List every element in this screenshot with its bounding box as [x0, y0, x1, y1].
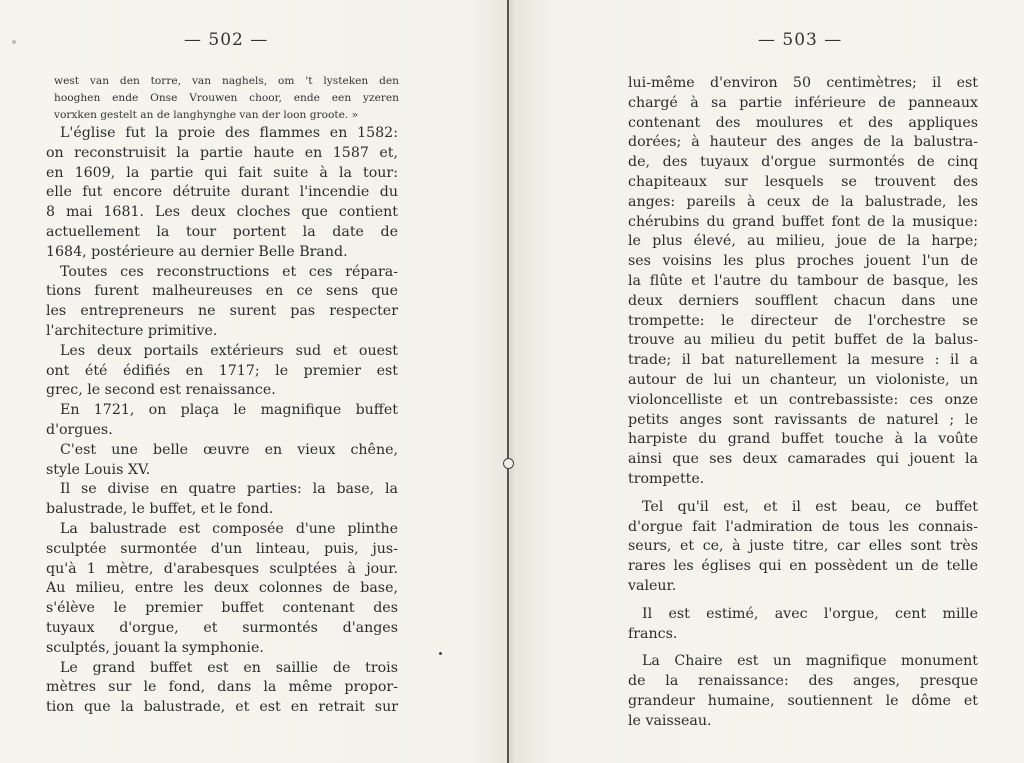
- page-number-502: — 502 —: [184, 30, 269, 50]
- text-line: ont été édifiés en 1717; le premier est: [46, 362, 398, 379]
- text-line: chapiteaux sur lesquels se trouvent des: [628, 173, 978, 190]
- paragraph: [46, 480, 398, 520]
- text-line: mètres sur le fond, dans la même propor-: [46, 679, 398, 696]
- text-line: chargé à sa partie inférieure de panneaux: [628, 94, 978, 111]
- paragraph: [46, 441, 398, 481]
- text-line: d'orgue fait l'admiration de tous les connais-: [628, 518, 978, 535]
- text-line: tions furent malheureuses en ce sens que: [46, 283, 398, 300]
- text-line: harpiste du grand buffet touche à la voûte: [628, 431, 978, 448]
- flemish-quote: [54, 73, 399, 124]
- text-line: Le grand buffet est en saillie de trois: [60, 659, 398, 676]
- paragraph: [628, 652, 978, 731]
- text-line: trouve au milieu du petit buffet de la balus-: [628, 332, 978, 349]
- text-line: ses voisins les plus proches jouent l'un de: [628, 253, 978, 270]
- text-line: balustrade, le buffet, et le fond.: [46, 501, 274, 518]
- text-line: violoncelliste et un contrebassiste: ces onze: [628, 391, 978, 408]
- left-page: [46, 0, 398, 763]
- text-line: actuellement la tour portent la date de: [46, 223, 398, 240]
- paper-speck: [12, 40, 16, 44]
- paragraph: [628, 498, 978, 597]
- paragraph-gap: [628, 490, 978, 498]
- text-line: ainsi que ses deux camarades qui jouent la: [628, 451, 978, 468]
- text-line: grec, le second est renaissance.: [46, 382, 276, 399]
- text-line: le plus élevé, au milieu, joue de la harpe;: [628, 233, 978, 250]
- text-line: deux derniers soufflent chacun dans une: [628, 292, 978, 309]
- text-line: contenant des moulures et des appliques: [628, 114, 978, 131]
- text-line: anges: pareils à ceux de la balustrade, les: [628, 193, 978, 210]
- text-line: trade; il bat naturellement la mesure : il a: [628, 352, 978, 369]
- binding-mark: [503, 458, 514, 469]
- quote-line: west van den torre, van naghels, om 't lysteken den: [54, 75, 399, 87]
- text-line: de la renaissance: des anges, presque: [628, 673, 978, 690]
- paragraph: [46, 401, 398, 441]
- left-body-text: [46, 124, 398, 718]
- text-line: on reconstruisit la partie haute en 1587 et,: [46, 144, 398, 161]
- paragraph-gap: [628, 597, 978, 605]
- text-line: seurs, et ce, à juste titre, car elles sont très: [628, 538, 978, 555]
- ink-dot: [439, 652, 442, 655]
- text-line: La Chaire est un magnifique monument: [642, 653, 978, 670]
- paragraph: [46, 124, 398, 263]
- text-line: la flûte et l'autre du tambour de basque, les: [628, 272, 978, 289]
- paragraph: [628, 605, 978, 645]
- right-body-text: [628, 74, 978, 732]
- text-line: Il est estimé, avec l'orgue, cent mille: [642, 605, 978, 622]
- text-line: sculptés, jouant la symphonie.: [46, 639, 264, 656]
- paragraph: [46, 520, 398, 659]
- text-line: trompette: le directeur de l'orchestre se: [628, 312, 978, 329]
- book-gutter: [507, 0, 509, 763]
- text-line: tion que la balustrade, et est en retrait sur: [46, 699, 398, 716]
- text-line: Toutes ces reconstructions et ces répara-: [60, 263, 398, 280]
- paragraph-gap: [628, 644, 978, 652]
- right-page: [628, 0, 978, 763]
- paragraph: [46, 342, 398, 401]
- text-line: rares les églises qui en possèdent un de telle: [628, 558, 978, 575]
- text-line: Au milieu, entre les deux colonnes de base,: [46, 580, 398, 597]
- page-number-503: — 503 —: [758, 30, 843, 50]
- text-line: en 1609, la partie qui fait suite à la tour:: [46, 164, 398, 181]
- text-line: tuyaux d'orgue, et surmontés d'anges: [46, 619, 398, 636]
- text-line: Il se divise en quatre parties: la base, la: [60, 481, 398, 498]
- quote-line: hooghen ende Onse Vrouwen choor, ende een yzeren: [54, 92, 399, 104]
- text-line: La balustrade est composée d'une plinthe: [60, 520, 398, 537]
- text-line: Tel qu'il est, et il est beau, ce buffet: [642, 498, 978, 515]
- text-line: autour de lui un chanteur, un violoniste, un: [628, 371, 978, 388]
- text-line: elle fut encore détruite durant l'incendie du: [46, 184, 398, 201]
- text-line: de, des tuyaux d'orgue surmontés de cinq: [628, 154, 978, 171]
- text-line: chérubins du grand buffet font de la musique:: [628, 213, 978, 230]
- text-line: petits anges sont ravissants de naturel ; le: [628, 411, 978, 428]
- text-line: l'architecture primitive.: [46, 322, 218, 339]
- quote-line: vorxken gestelt an de langhynghe van der loon groote. »: [54, 109, 359, 121]
- paragraph: [628, 74, 978, 490]
- text-line: grandeur humaine, soutiennent le dôme et: [628, 692, 978, 709]
- text-line: lui-même d'environ 50 centimètres; il est: [628, 75, 978, 91]
- text-line: sculptée surmontée d'un linteau, puis, jus-: [46, 540, 398, 557]
- text-line: valeur.: [628, 577, 677, 594]
- paragraph: [46, 659, 398, 718]
- text-line: 8 mai 1681. Les deux cloches que contient: [46, 204, 398, 221]
- text-line: francs.: [628, 625, 678, 642]
- text-line: trompette.: [628, 470, 705, 487]
- text-line: Les deux portails extérieurs sud et ouest: [60, 342, 398, 359]
- text-line: qu'à 1 mètre, d'arabesques sculptées à jour.: [46, 560, 398, 577]
- text-line: les entrepreneurs ne surent pas respecter: [46, 303, 398, 320]
- text-line: L'église fut la proie des flammes en 1582:: [60, 125, 398, 141]
- text-line: le vaisseau.: [628, 712, 712, 729]
- text-line: style Louis XV.: [46, 461, 151, 478]
- text-line: C'est une belle œuvre en vieux chêne,: [60, 441, 398, 458]
- text-line: En 1721, on plaça le magnifique buffet: [60, 402, 398, 419]
- paragraph: [46, 263, 398, 342]
- text-line: 1684, postérieure au dernier Belle Brand.: [46, 243, 348, 260]
- text-line: d'orgues.: [46, 421, 113, 438]
- text-line: dorées; à hauteur des anges de la balustra-: [628, 134, 978, 151]
- text-line: s'élève le premier buffet contenant des: [46, 600, 398, 617]
